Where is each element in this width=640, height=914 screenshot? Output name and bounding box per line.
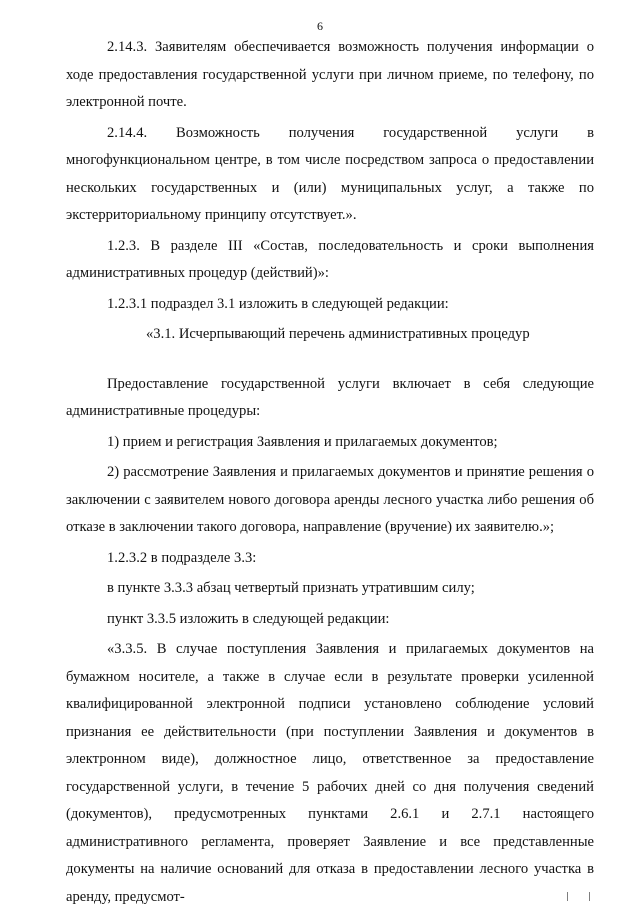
spacer xyxy=(66,352,594,371)
document-body xyxy=(66,34,594,914)
paragraph-3-3-5-intro: пункт 3.3.5 изложить в следующей редакции: xyxy=(107,610,390,627)
list-item-1: 1) прием и регистрация Заявления и прилагаемых документов; xyxy=(107,433,498,450)
paragraph-2-14-4: 2.14.4. Возможность получения государственной услуги в многофункциональном центре, в том числе посредством запроса о предоставлении нескольких государственных и (или) муниципальных услуг, а также по экстерриториальному принципу отсутствует.». xyxy=(66,124,594,223)
subsection-heading-3-1: «3.1. Исчерпывающий перечень административных процедур xyxy=(146,326,530,342)
list-item-2: 2) рассмотрение Заявления и прилагаемых документов и принятие решения о заключении с заявителем нового договора аренды лесного участка либо решения об отказе в заключении такого договора, направление (вручение) их заявителю.»; xyxy=(66,464,594,535)
paragraph-2-14-3: 2.14.3. Заявителям обеспечивается возможность получения информации о ходе предоставления государственной услуги при личном приеме, по телефону, по электронной почте. xyxy=(66,39,594,110)
scan-marks: | | xyxy=(566,892,599,902)
paragraph-1-2-3: 1.2.3. В разделе III «Состав, последовательность и сроки выполнения административных процедур (действий)»: xyxy=(66,237,594,281)
page-number: 6 xyxy=(317,19,323,33)
paragraph-1-2-3-1: 1.2.3.1 подраздел 3.1 изложить в следующей редакции: xyxy=(107,295,449,312)
paragraph-3-3-3: в пункте 3.3.3 абзац четвертый признать утратившим силу; xyxy=(107,580,475,596)
paragraph-intro-procedures: Предоставление государственной услуги включает в себя следующие административные процедуры: xyxy=(66,375,594,419)
paragraph-3-3-5: «3.3.5. В случае поступления Заявления и прилагаемых документов на бумажном носителе, а также в случае если в результате проверки усиленной квалифицированной электронной подписи установлено соблюдение условий признания ее действительности (при поступлении Заявления и документов в электронном виде), должностное лицо, ответственное за предоставление государственной услуги, в течение 5 рабочих дней со дня получения сведений (документов), предусмотренных пунктами 2.6.1 и 2.7.1 настоящего административного регламента, проверяет Заявление и все представленные документы на наличие оснований для отказа в предоставлении лесного участка в аренду, предусмот- xyxy=(66,641,594,905)
paragraph-1-2-3-2: 1.2.3.2 в подразделе 3.3: xyxy=(107,549,257,566)
